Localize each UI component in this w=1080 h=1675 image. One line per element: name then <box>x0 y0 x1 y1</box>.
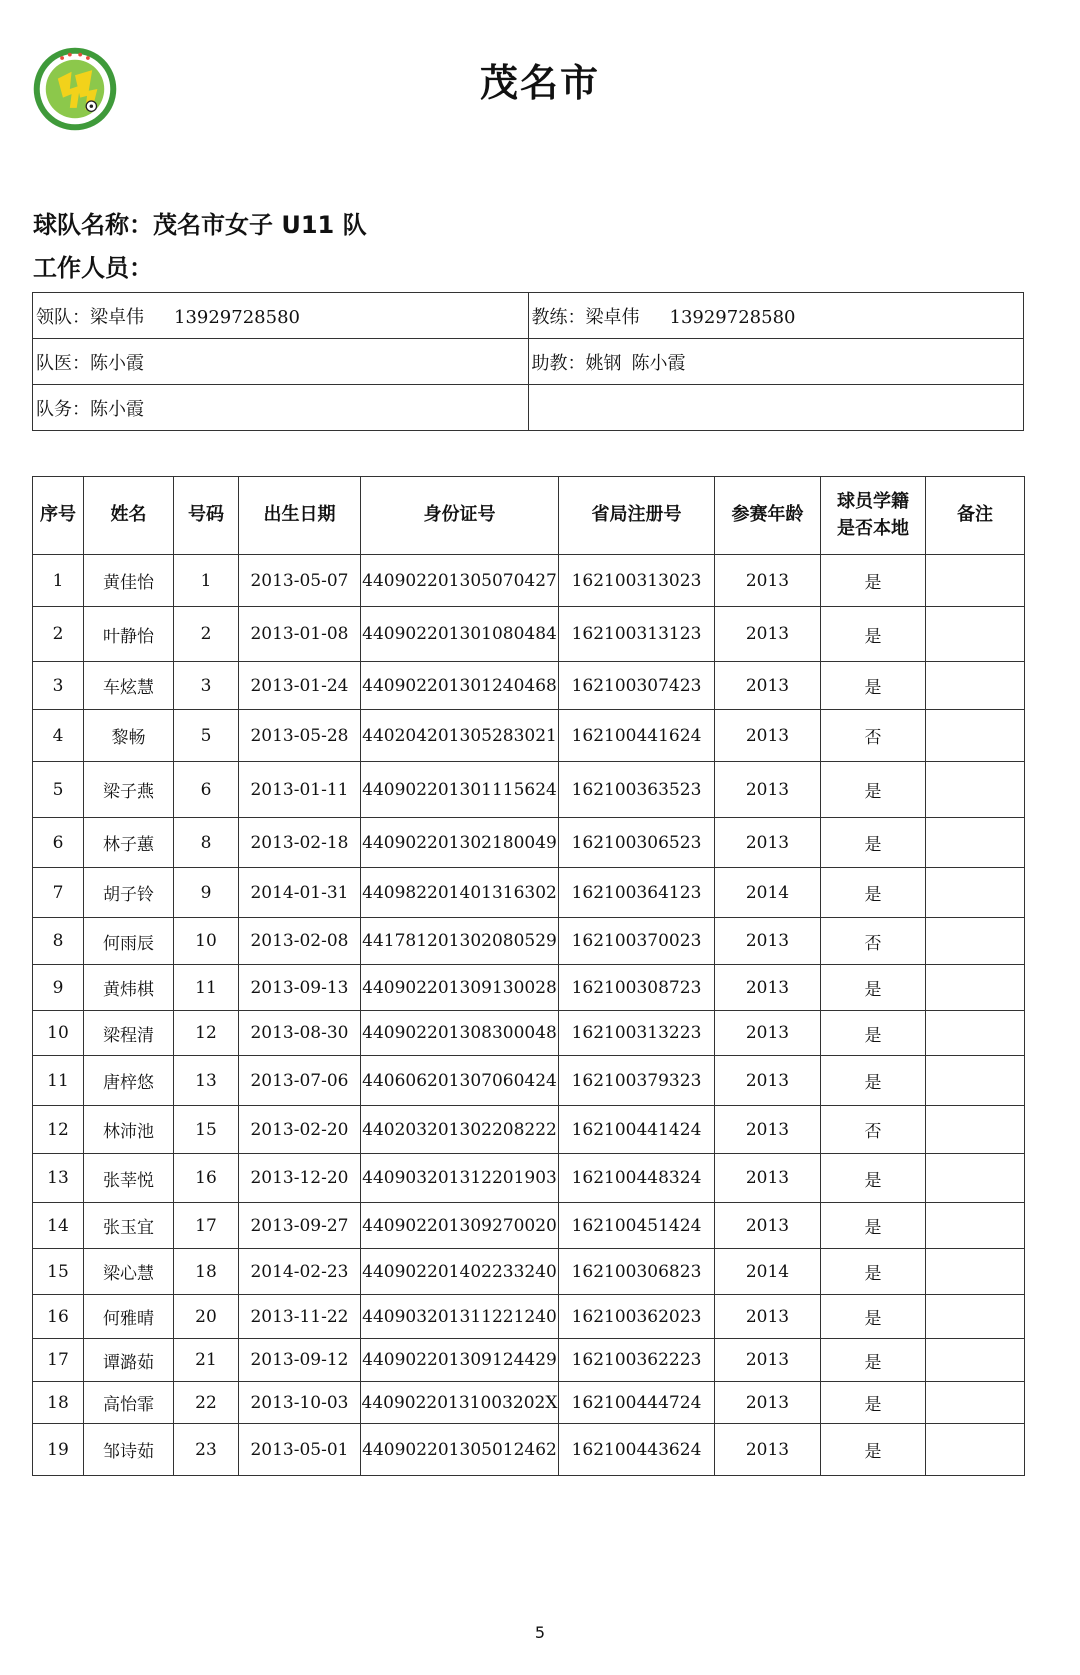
cell-local: 是 <box>821 1011 926 1056</box>
cell-id: 441781201302080529 <box>361 918 559 965</box>
col-header-local-line2: 是否本地 <box>837 517 909 539</box>
cell-name: 何雅晴 <box>84 1295 174 1339</box>
cell-seq: 16 <box>33 1295 84 1339</box>
cell-age: 2014 <box>715 1249 821 1295</box>
staff-leader-phone: 13929728580 <box>174 306 300 328</box>
cell-registration: 162100444724 <box>559 1382 715 1424</box>
cell-id: 440902201402233240 <box>361 1249 559 1295</box>
cell-registration: 162100307423 <box>559 662 715 710</box>
staff-assistant-label: 助教： <box>531 352 586 374</box>
cell-seq: 8 <box>33 918 84 965</box>
cell-seq: 11 <box>33 1056 84 1106</box>
cell-number: 20 <box>174 1295 239 1339</box>
page-number: 5 <box>534 1623 546 1642</box>
table-row <box>33 1011 1025 1056</box>
cell-seq: 15 <box>33 1249 84 1295</box>
cell-age: 2013 <box>715 1106 821 1154</box>
cell-note <box>926 1154 1025 1203</box>
table-row <box>33 1339 1025 1382</box>
cell-registration: 162100370023 <box>559 918 715 965</box>
cell-dob: 2013-08-30 <box>239 1011 361 1056</box>
cell-name: 黄佳怡 <box>84 555 174 607</box>
cell-dob: 2013-09-13 <box>239 965 361 1011</box>
cell-age: 2013 <box>715 1203 821 1249</box>
cell-dob: 2013-02-08 <box>239 918 361 965</box>
table-row <box>33 1203 1025 1249</box>
cell-local: 是 <box>821 1203 926 1249</box>
table-row <box>33 818 1025 868</box>
cell-local: 是 <box>821 868 926 918</box>
cell-registration: 162100443624 <box>559 1424 715 1476</box>
cell-name: 邹诗茹 <box>84 1424 174 1476</box>
cell-number: 11 <box>174 965 239 1011</box>
cell-registration: 162100362223 <box>559 1339 715 1382</box>
col-header-id: 身份证号 <box>361 477 559 555</box>
cell-local: 是 <box>821 662 926 710</box>
cell-number: 6 <box>174 762 239 818</box>
cell-age: 2013 <box>715 555 821 607</box>
cell-age: 2013 <box>715 965 821 1011</box>
staff-manager-name: 陈小霞 <box>90 398 144 420</box>
col-header-registration: 省局注册号 <box>559 477 715 555</box>
cell-note <box>926 1339 1025 1382</box>
col-header-name: 姓名 <box>84 477 174 555</box>
cell-name: 叶静怡 <box>84 607 174 662</box>
cell-registration: 162100313223 <box>559 1011 715 1056</box>
table-header-row <box>33 477 1025 555</box>
cell-dob: 2013-05-07 <box>239 555 361 607</box>
cell-note <box>926 918 1025 965</box>
cell-number: 5 <box>174 710 239 762</box>
staff-table <box>32 292 1024 431</box>
table-row <box>33 1106 1025 1154</box>
player-rows <box>33 555 1025 1476</box>
cell-local: 是 <box>821 1295 926 1339</box>
cell-registration: 162100441424 <box>559 1106 715 1154</box>
staff-doctor-cell <box>33 339 529 385</box>
staff-manager-cell <box>33 385 529 431</box>
cell-dob: 2013-12-20 <box>239 1154 361 1203</box>
cell-id: 440902201309270020 <box>361 1203 559 1249</box>
staff-empty-cell <box>528 385 1024 431</box>
cell-id: 440903201312201903 <box>361 1154 559 1203</box>
cell-seq: 14 <box>33 1203 84 1249</box>
cell-number: 21 <box>174 1339 239 1382</box>
cell-registration: 162100451424 <box>559 1203 715 1249</box>
table-row <box>33 918 1025 965</box>
cell-seq: 9 <box>33 965 84 1011</box>
page-title: 茂名市 <box>479 61 600 105</box>
cell-age: 2014 <box>715 868 821 918</box>
cell-name: 张玉宜 <box>84 1203 174 1249</box>
cell-note <box>926 1056 1025 1106</box>
cell-registration: 162100362023 <box>559 1295 715 1339</box>
cell-seq: 18 <box>33 1382 84 1424</box>
cell-seq: 7 <box>33 868 84 918</box>
cell-age: 2013 <box>715 1056 821 1106</box>
cell-local: 是 <box>821 1154 926 1203</box>
staff-coach-label: 教练： <box>531 306 586 328</box>
cell-id: 440203201302208222 <box>361 1106 559 1154</box>
cell-name: 张莘悦 <box>84 1154 174 1203</box>
cell-id: 440606201307060424 <box>361 1056 559 1106</box>
cell-age: 2013 <box>715 607 821 662</box>
cell-age: 2013 <box>715 1154 821 1203</box>
cell-seq: 4 <box>33 710 84 762</box>
cell-local: 是 <box>821 1339 926 1382</box>
staff-leader-cell <box>33 293 529 339</box>
cell-note <box>926 1424 1025 1476</box>
player-roster-table <box>32 476 1025 1476</box>
cell-local: 否 <box>821 918 926 965</box>
table-row <box>33 710 1025 762</box>
cell-note <box>926 1249 1025 1295</box>
cell-registration: 162100313023 <box>559 555 715 607</box>
cell-registration: 162100308723 <box>559 965 715 1011</box>
col-header-seq: 序号 <box>33 477 84 555</box>
cell-note <box>926 868 1025 918</box>
staff-leader-label: 领队： <box>36 306 90 328</box>
cell-dob: 2013-05-01 <box>239 1424 361 1476</box>
cell-number: 10 <box>174 918 239 965</box>
cell-note <box>926 555 1025 607</box>
table-row <box>33 965 1025 1011</box>
cell-dob: 2014-02-23 <box>239 1249 361 1295</box>
cell-age: 2013 <box>715 1011 821 1056</box>
staff-assistant-name-2: 陈小霞 <box>631 352 686 374</box>
cell-id: 440902201301115624 <box>361 762 559 818</box>
cell-name: 唐梓悠 <box>84 1056 174 1106</box>
cell-seq: 13 <box>33 1154 84 1203</box>
cell-registration: 162100363523 <box>559 762 715 818</box>
cell-name: 黎畅 <box>84 710 174 762</box>
cell-dob: 2013-01-11 <box>239 762 361 818</box>
col-header-note: 备注 <box>926 477 1025 555</box>
cell-dob: 2014-01-31 <box>239 868 361 918</box>
cell-number: 3 <box>174 662 239 710</box>
table-row <box>33 1249 1025 1295</box>
cell-local: 是 <box>821 555 926 607</box>
cell-number: 22 <box>174 1382 239 1424</box>
cell-age: 2013 <box>715 662 821 710</box>
cell-seq: 12 <box>33 1106 84 1154</box>
cell-name: 高怡霏 <box>84 1382 174 1424</box>
cell-registration: 162100313123 <box>559 607 715 662</box>
cell-age: 2013 <box>715 1295 821 1339</box>
cell-name: 梁心慧 <box>84 1249 174 1295</box>
cell-age: 2013 <box>715 918 821 965</box>
staff-doctor-name: 陈小霞 <box>90 352 144 374</box>
cell-seq: 17 <box>33 1339 84 1382</box>
cell-note <box>926 762 1025 818</box>
cell-number: 18 <box>174 1249 239 1295</box>
cell-number: 1 <box>174 555 239 607</box>
cell-id: 440902201305012462 <box>361 1424 559 1476</box>
cell-id: 44090220131003202X <box>361 1382 559 1424</box>
cell-name: 林子蕙 <box>84 818 174 868</box>
cell-note <box>926 818 1025 868</box>
cell-seq: 5 <box>33 762 84 818</box>
cell-number: 17 <box>174 1203 239 1249</box>
table-row <box>33 662 1025 710</box>
cell-dob: 2013-01-08 <box>239 607 361 662</box>
cell-age: 2013 <box>715 1339 821 1382</box>
cell-note <box>926 710 1025 762</box>
cell-name: 梁子燕 <box>84 762 174 818</box>
cell-id: 440902201308300048 <box>361 1011 559 1056</box>
staff-heading: 工作人员： <box>33 254 153 282</box>
cell-id: 440902201302180049 <box>361 818 559 868</box>
cell-local: 是 <box>821 1424 926 1476</box>
staff-doctor-label: 队医： <box>36 352 90 374</box>
team-name-line <box>33 205 367 240</box>
cell-registration: 162100364123 <box>559 868 715 918</box>
cell-local: 是 <box>821 607 926 662</box>
cell-seq: 19 <box>33 1424 84 1476</box>
cell-dob: 2013-10-03 <box>239 1382 361 1424</box>
col-header-number: 号码 <box>174 477 239 555</box>
cell-name: 林沛池 <box>84 1106 174 1154</box>
table-row <box>33 607 1025 662</box>
cell-age: 2013 <box>715 1382 821 1424</box>
cell-name: 何雨辰 <box>84 918 174 965</box>
table-row <box>33 1382 1025 1424</box>
staff-leader-name: 梁卓伟 <box>90 306 144 328</box>
cell-id: 440902201301080484 <box>361 607 559 662</box>
cell-note <box>926 1382 1025 1424</box>
table-row <box>33 1154 1025 1203</box>
cell-local: 是 <box>821 965 926 1011</box>
col-header-local-line1: 球员学籍 <box>837 491 909 513</box>
cell-registration: 162100306523 <box>559 818 715 868</box>
cell-name: 梁程清 <box>84 1011 174 1056</box>
table-row <box>33 1424 1025 1476</box>
table-row <box>33 1056 1025 1106</box>
staff-manager-label: 队务： <box>36 398 90 420</box>
cell-note <box>926 1011 1025 1056</box>
cell-id: 440902201305070427 <box>361 555 559 607</box>
cell-id: 440204201305283021 <box>361 710 559 762</box>
cell-number: 9 <box>174 868 239 918</box>
cell-dob: 2013-07-06 <box>239 1056 361 1106</box>
cell-id: 440982201401316302 <box>361 868 559 918</box>
cell-note <box>926 1203 1025 1249</box>
cell-number: 2 <box>174 607 239 662</box>
cell-seq: 6 <box>33 818 84 868</box>
cell-local: 是 <box>821 762 926 818</box>
cell-dob: 2013-11-22 <box>239 1295 361 1339</box>
cell-number: 12 <box>174 1011 239 1056</box>
cell-seq: 1 <box>33 555 84 607</box>
cell-dob: 2013-05-28 <box>239 710 361 762</box>
staff-assistant-name-1: 姚钢 <box>585 352 622 374</box>
cell-name: 胡子铃 <box>84 868 174 918</box>
cell-note <box>926 965 1025 1011</box>
cell-dob: 2013-02-20 <box>239 1106 361 1154</box>
staff-assistant-cell <box>528 339 1024 385</box>
cell-note <box>926 1295 1025 1339</box>
cell-number: 16 <box>174 1154 239 1203</box>
cell-id: 440902201309124429 <box>361 1339 559 1382</box>
cell-name: 谭潞茹 <box>84 1339 174 1382</box>
table-row <box>33 868 1025 918</box>
cell-name: 黄炜棋 <box>84 965 174 1011</box>
cell-note <box>926 1106 1025 1154</box>
cell-registration: 162100441624 <box>559 710 715 762</box>
team-name-value: 茂名市女子 U11 队 <box>153 211 367 239</box>
cell-number: 15 <box>174 1106 239 1154</box>
col-header-age: 参赛年龄 <box>715 477 821 555</box>
cell-id: 440902201309130028 <box>361 965 559 1011</box>
team-name-label: 球队名称： <box>33 211 153 239</box>
cell-seq: 10 <box>33 1011 84 1056</box>
cell-note <box>926 662 1025 710</box>
cell-local: 否 <box>821 1106 926 1154</box>
staff-coach-cell <box>528 293 1024 339</box>
cell-dob: 2013-09-27 <box>239 1203 361 1249</box>
cell-dob: 2013-01-24 <box>239 662 361 710</box>
cell-local: 是 <box>821 1382 926 1424</box>
cell-registration: 162100379323 <box>559 1056 715 1106</box>
cell-name: 车炫慧 <box>84 662 174 710</box>
cell-age: 2013 <box>715 818 821 868</box>
cell-age: 2013 <box>715 1424 821 1476</box>
cell-id: 440902201301240468 <box>361 662 559 710</box>
cell-local: 是 <box>821 818 926 868</box>
table-row <box>33 555 1025 607</box>
col-header-local <box>821 477 926 555</box>
staff-coach-phone: 13929728580 <box>669 306 796 328</box>
cell-dob: 2013-02-18 <box>239 818 361 868</box>
cell-number: 13 <box>174 1056 239 1106</box>
col-header-dob: 出生日期 <box>239 477 361 555</box>
cell-local: 是 <box>821 1056 926 1106</box>
cell-id: 440903201311221240 <box>361 1295 559 1339</box>
table-row <box>33 1295 1025 1339</box>
cell-age: 2013 <box>715 710 821 762</box>
cell-note <box>926 607 1025 662</box>
cell-local: 否 <box>821 710 926 762</box>
table-row <box>33 762 1025 818</box>
cell-seq: 3 <box>33 662 84 710</box>
cell-dob: 2013-09-12 <box>239 1339 361 1382</box>
cell-seq: 2 <box>33 607 84 662</box>
cell-number: 23 <box>174 1424 239 1476</box>
cell-local: 是 <box>821 1249 926 1295</box>
cell-number: 8 <box>174 818 239 868</box>
cell-registration: 162100306823 <box>559 1249 715 1295</box>
cell-registration: 162100448324 <box>559 1154 715 1203</box>
cell-age: 2013 <box>715 762 821 818</box>
staff-coach-name: 梁卓伟 <box>585 306 640 328</box>
